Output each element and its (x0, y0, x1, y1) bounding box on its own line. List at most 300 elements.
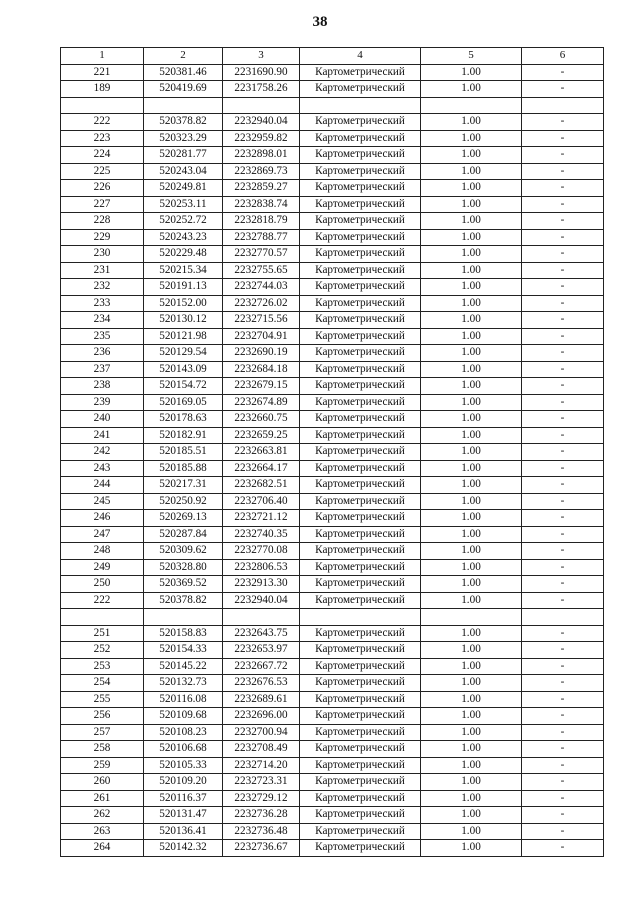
table-cell: 2232690.19 (223, 345, 300, 362)
table-cell: 520253.11 (144, 196, 223, 213)
table-cell: - (522, 691, 604, 708)
table-row (61, 196, 604, 213)
table-cell (522, 97, 604, 114)
table-cell: 226 (61, 180, 144, 197)
table-cell: - (522, 427, 604, 444)
table-cell: Картометрический (300, 328, 421, 345)
table-cell (300, 609, 421, 626)
table-cell: 2232770.57 (223, 246, 300, 263)
table-cell: 1.00 (421, 840, 522, 857)
table-cell: 520309.62 (144, 543, 223, 560)
table-cell: 1.00 (421, 114, 522, 131)
table-row (61, 493, 604, 510)
table-cell: 2232940.04 (223, 592, 300, 609)
table-cell: - (522, 114, 604, 131)
table-cell: 2232696.00 (223, 708, 300, 725)
table-row (61, 840, 604, 857)
table-cell: 1.00 (421, 724, 522, 741)
table-row (61, 757, 604, 774)
table-cell: 238 (61, 378, 144, 395)
table-cell: 1.00 (421, 279, 522, 296)
table-cell: 254 (61, 675, 144, 692)
table-row (61, 526, 604, 543)
table-cell: 520328.80 (144, 559, 223, 576)
table-cell: 239 (61, 394, 144, 411)
table-row (61, 576, 604, 593)
table-cell: 2232721.12 (223, 510, 300, 527)
table-cell: 258 (61, 741, 144, 758)
column-header: 6 (522, 48, 604, 65)
table-row (61, 609, 604, 626)
table-row (61, 510, 604, 527)
table-row (61, 658, 604, 675)
table-cell: 257 (61, 724, 144, 741)
table-cell: - (522, 741, 604, 758)
table-cell: 520378.82 (144, 114, 223, 131)
table-cell (144, 97, 223, 114)
table-row (61, 312, 604, 329)
table-cell: Картометрический (300, 559, 421, 576)
table-cell: Картометрический (300, 807, 421, 824)
table-cell: 2232869.73 (223, 163, 300, 180)
table-cell: Картометрический (300, 295, 421, 312)
table-cell: 1.00 (421, 543, 522, 560)
table-cell: 241 (61, 427, 144, 444)
table-cell: 1.00 (421, 691, 522, 708)
table-cell: 1.00 (421, 130, 522, 147)
table-cell: - (522, 64, 604, 81)
table-cell: Картометрический (300, 411, 421, 428)
table-cell: - (522, 708, 604, 725)
table-cell: Картометрический (300, 625, 421, 642)
table-cell: Картометрический (300, 543, 421, 560)
table-cell: Картометрический (300, 741, 421, 758)
table-row (61, 147, 604, 164)
table-row (61, 625, 604, 642)
table-cell: 2232913.30 (223, 576, 300, 593)
table-cell: 520378.82 (144, 592, 223, 609)
table-cell: 2232684.18 (223, 361, 300, 378)
table-cell: 250 (61, 576, 144, 593)
table-cell (223, 609, 300, 626)
table-cell: 2232706.40 (223, 493, 300, 510)
table-cell: - (522, 543, 604, 560)
table-cell: 2232653.97 (223, 642, 300, 659)
table-row (61, 411, 604, 428)
table-row (61, 97, 604, 114)
table-cell: 520381.46 (144, 64, 223, 81)
table-row (61, 823, 604, 840)
table-cell: 2232708.49 (223, 741, 300, 758)
table-cell: Картометрический (300, 147, 421, 164)
table-row (61, 807, 604, 824)
table-cell: 2232898.01 (223, 147, 300, 164)
table-cell: 520106.68 (144, 741, 223, 758)
table-cell: 520132.73 (144, 675, 223, 692)
table-cell: - (522, 312, 604, 329)
table-cell: 2232667.72 (223, 658, 300, 675)
table-row (61, 81, 604, 98)
table-cell: - (522, 658, 604, 675)
table-row (61, 378, 604, 395)
table-cell: - (522, 675, 604, 692)
table-cell: - (522, 510, 604, 527)
table-cell: 2232740.35 (223, 526, 300, 543)
table-cell: 2232700.94 (223, 724, 300, 741)
table-row (61, 774, 604, 791)
table-cell: 520109.68 (144, 708, 223, 725)
table-row (61, 708, 604, 725)
table-cell: 249 (61, 559, 144, 576)
table-cell: 520243.04 (144, 163, 223, 180)
table-cell: Картометрический (300, 262, 421, 279)
table-cell: Картометрический (300, 840, 421, 857)
table-cell: 2232755.65 (223, 262, 300, 279)
table-row (61, 130, 604, 147)
column-header: 5 (421, 48, 522, 65)
table-cell: 1.00 (421, 246, 522, 263)
table-cell: 2232729.12 (223, 790, 300, 807)
table-cell: 1.00 (421, 807, 522, 824)
table-cell: 1.00 (421, 790, 522, 807)
table-cell: 189 (61, 81, 144, 98)
table-cell: 520154.72 (144, 378, 223, 395)
table-cell: Картометрический (300, 312, 421, 329)
table-cell: Картометрический (300, 724, 421, 741)
table-row (61, 543, 604, 560)
table-row (61, 163, 604, 180)
table-cell: 232 (61, 279, 144, 296)
table-cell: Картометрический (300, 213, 421, 230)
table-cell: 236 (61, 345, 144, 362)
table-cell: Картометрический (300, 757, 421, 774)
table-cell: 1.00 (421, 493, 522, 510)
table-cell: - (522, 576, 604, 593)
table-cell: - (522, 559, 604, 576)
table-cell: 1.00 (421, 427, 522, 444)
table-cell: 262 (61, 807, 144, 824)
table-cell: 2232726.02 (223, 295, 300, 312)
table-row (61, 328, 604, 345)
table-cell: Картометрический (300, 180, 421, 197)
table-cell: 1.00 (421, 625, 522, 642)
table-cell: 1.00 (421, 757, 522, 774)
table-row (61, 213, 604, 230)
table-cell: 520109.20 (144, 774, 223, 791)
table-cell: 245 (61, 493, 144, 510)
table-cell: - (522, 774, 604, 791)
table-cell: Картометрический (300, 64, 421, 81)
table-cell: 520215.34 (144, 262, 223, 279)
table-cell: 520136.41 (144, 823, 223, 840)
page-number: 38 (312, 14, 328, 30)
table-cell: 2232674.89 (223, 394, 300, 411)
table-cell: 1.00 (421, 741, 522, 758)
table-cell: 520287.84 (144, 526, 223, 543)
table-row (61, 345, 604, 362)
table-cell: 1.00 (421, 394, 522, 411)
table-cell: 520121.98 (144, 328, 223, 345)
table-cell: 223 (61, 130, 144, 147)
table-row (61, 741, 604, 758)
table-cell: 1.00 (421, 361, 522, 378)
table-cell: - (522, 592, 604, 609)
table-cell: 237 (61, 361, 144, 378)
table-cell: 1.00 (421, 345, 522, 362)
table-cell: 222 (61, 114, 144, 131)
table-cell: 520281.77 (144, 147, 223, 164)
table-cell: 2232940.04 (223, 114, 300, 131)
table-cell: 1.00 (421, 592, 522, 609)
table-cell: - (522, 295, 604, 312)
table-cell: - (522, 477, 604, 494)
table-cell: 2232818.79 (223, 213, 300, 230)
table-cell: 1.00 (421, 510, 522, 527)
table-cell: 224 (61, 147, 144, 164)
table-cell: 2232663.81 (223, 444, 300, 461)
table-row (61, 477, 604, 494)
table-cell: Картометрический (300, 510, 421, 527)
table-cell: 1.00 (421, 477, 522, 494)
table-row (61, 675, 604, 692)
table-cell: 1.00 (421, 675, 522, 692)
table-cell: Картометрический (300, 576, 421, 593)
table-cell: 520129.54 (144, 345, 223, 362)
table-cell: 1.00 (421, 774, 522, 791)
table-cell: 520217.31 (144, 477, 223, 494)
column-header: 1 (61, 48, 144, 65)
table-cell: 225 (61, 163, 144, 180)
table-cell: 253 (61, 658, 144, 675)
table-cell: 1.00 (421, 328, 522, 345)
table-cell: - (522, 444, 604, 461)
table-cell: 1.00 (421, 163, 522, 180)
table-cell (421, 609, 522, 626)
table-cell: 1.00 (421, 196, 522, 213)
table-cell: 1.00 (421, 708, 522, 725)
table-cell: 520178.63 (144, 411, 223, 428)
table-cell: 520145.22 (144, 658, 223, 675)
table-cell: - (522, 81, 604, 98)
table-cell: 1.00 (421, 180, 522, 197)
table-cell: Картометрический (300, 823, 421, 840)
table-cell: - (522, 147, 604, 164)
table-cell: 2232736.48 (223, 823, 300, 840)
table-cell: 2231690.90 (223, 64, 300, 81)
table-cell: 1.00 (421, 460, 522, 477)
table-cell: 520105.33 (144, 757, 223, 774)
table-cell: 2232664.17 (223, 460, 300, 477)
table-cell: 520130.12 (144, 312, 223, 329)
table-cell: 2232704.91 (223, 328, 300, 345)
table-cell: 1.00 (421, 444, 522, 461)
table-cell: - (522, 823, 604, 840)
table-cell: 264 (61, 840, 144, 857)
table-cell: Картометрический (300, 642, 421, 659)
table-cell: - (522, 378, 604, 395)
table-cell: Картометрический (300, 81, 421, 98)
table-cell (300, 97, 421, 114)
table-cell: 520116.08 (144, 691, 223, 708)
column-header: 4 (300, 48, 421, 65)
table-cell: 1.00 (421, 576, 522, 593)
table-cell: 2232838.74 (223, 196, 300, 213)
table-cell: 1.00 (421, 378, 522, 395)
table-cell: 246 (61, 510, 144, 527)
table-cell: Картометрический (300, 279, 421, 296)
table-cell: Картометрический (300, 526, 421, 543)
table-row (61, 246, 604, 263)
table-cell: 520185.88 (144, 460, 223, 477)
table-cell: 2232959.82 (223, 130, 300, 147)
table-cell: 242 (61, 444, 144, 461)
table-cell: 520419.69 (144, 81, 223, 98)
table-cell: 520229.48 (144, 246, 223, 263)
table-cell: Картометрический (300, 708, 421, 725)
table-cell: 520154.33 (144, 642, 223, 659)
table-cell: 2232679.15 (223, 378, 300, 395)
table-row (61, 361, 604, 378)
table-cell: - (522, 724, 604, 741)
table-cell: 1.00 (421, 229, 522, 246)
table-cell: - (522, 625, 604, 642)
table-cell: 2232736.67 (223, 840, 300, 857)
table-cell: 520143.09 (144, 361, 223, 378)
table-row (61, 279, 604, 296)
table-cell: - (522, 213, 604, 230)
column-header: 3 (223, 48, 300, 65)
table-cell: - (522, 262, 604, 279)
table-cell: 235 (61, 328, 144, 345)
table-cell: 520158.83 (144, 625, 223, 642)
table-cell: 1.00 (421, 312, 522, 329)
table-cell: - (522, 460, 604, 477)
table-row (61, 790, 604, 807)
table-cell: 251 (61, 625, 144, 642)
table-cell (223, 97, 300, 114)
table-cell: 2232660.75 (223, 411, 300, 428)
table-row (61, 691, 604, 708)
table-cell: Картометрический (300, 790, 421, 807)
table-cell: 2232723.31 (223, 774, 300, 791)
table-body (61, 64, 604, 856)
table-cell: - (522, 345, 604, 362)
table-cell: 520249.81 (144, 180, 223, 197)
table-cell: 2232643.75 (223, 625, 300, 642)
table-cell: 2231758.26 (223, 81, 300, 98)
table-cell: Картометрический (300, 114, 421, 131)
table-cell: - (522, 229, 604, 246)
table-cell: 1.00 (421, 526, 522, 543)
table-cell: - (522, 196, 604, 213)
table-cell: Картометрический (300, 675, 421, 692)
table-cell: 1.00 (421, 147, 522, 164)
table-cell: - (522, 180, 604, 197)
table-cell: - (522, 840, 604, 857)
table-cell: 1.00 (421, 658, 522, 675)
table-row (61, 229, 604, 246)
table-cell: 2232770.08 (223, 543, 300, 560)
table-cell: 2232676.53 (223, 675, 300, 692)
table-row (61, 64, 604, 81)
table-cell: 228 (61, 213, 144, 230)
table-row (61, 114, 604, 131)
table-cell: 520252.72 (144, 213, 223, 230)
table-row (61, 180, 604, 197)
table-cell: Картометрический (300, 163, 421, 180)
table-cell: - (522, 807, 604, 824)
table-cell: 263 (61, 823, 144, 840)
table-row (61, 262, 604, 279)
table-cell: 520323.29 (144, 130, 223, 147)
table-row (61, 427, 604, 444)
table-row (61, 460, 604, 477)
table-cell: - (522, 361, 604, 378)
table-cell: 259 (61, 757, 144, 774)
table-cell: 2232714.20 (223, 757, 300, 774)
table-row (61, 394, 604, 411)
table-cell: 252 (61, 642, 144, 659)
table-cell: 1.00 (421, 64, 522, 81)
table-cell: Картометрический (300, 460, 421, 477)
table-cell (421, 97, 522, 114)
table-cell: - (522, 328, 604, 345)
table-cell: - (522, 246, 604, 263)
table-cell: 1.00 (421, 411, 522, 428)
table-row (61, 444, 604, 461)
table-cell: 260 (61, 774, 144, 791)
table-cell: 227 (61, 196, 144, 213)
table-cell: 2232682.51 (223, 477, 300, 494)
table-cell: 520116.37 (144, 790, 223, 807)
table-cell: Картометрический (300, 345, 421, 362)
table-cell: 222 (61, 592, 144, 609)
table-cell: Картометрический (300, 444, 421, 461)
table-cell: 520152.00 (144, 295, 223, 312)
table-cell: Картометрический (300, 378, 421, 395)
table-row (61, 642, 604, 659)
table-cell: - (522, 790, 604, 807)
table-cell: 1.00 (421, 213, 522, 230)
table-cell: - (522, 526, 604, 543)
table-cell: 240 (61, 411, 144, 428)
table-row (61, 724, 604, 741)
table-cell: 520269.13 (144, 510, 223, 527)
table-cell: 520369.52 (144, 576, 223, 593)
table-cell: 1.00 (421, 823, 522, 840)
table-cell: 2232715.56 (223, 312, 300, 329)
table-row (61, 592, 604, 609)
table-cell: 2232736.28 (223, 807, 300, 824)
table-cell (61, 97, 144, 114)
table-row (61, 559, 604, 576)
table-cell: 234 (61, 312, 144, 329)
table-cell: 1.00 (421, 559, 522, 576)
table-cell (61, 609, 144, 626)
table-cell: 248 (61, 543, 144, 560)
table-cell: Картометрический (300, 196, 421, 213)
table-cell: 2232659.25 (223, 427, 300, 444)
table-cell: 2232689.61 (223, 691, 300, 708)
table-cell: Картометрический (300, 477, 421, 494)
table-cell: 520131.47 (144, 807, 223, 824)
table-cell: 221 (61, 64, 144, 81)
table-cell (522, 609, 604, 626)
table-cell: 520182.91 (144, 427, 223, 444)
table-cell: 2232859.27 (223, 180, 300, 197)
table-cell: Картометрический (300, 592, 421, 609)
table-cell: 255 (61, 691, 144, 708)
